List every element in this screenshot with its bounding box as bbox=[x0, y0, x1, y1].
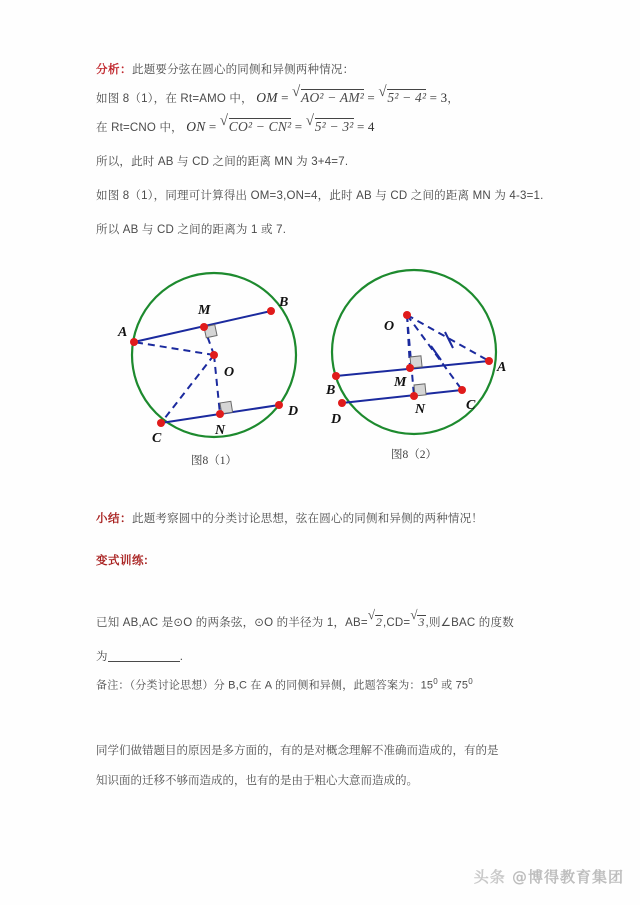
figures-row bbox=[96, 258, 552, 473]
formula-om-prefix: 如图 8（1），在 Rt=AMO 中， bbox=[96, 93, 253, 105]
exercise-radical-2 bbox=[410, 608, 425, 636]
radical-sign-icon: √ bbox=[305, 113, 315, 129]
radius-oa bbox=[134, 342, 214, 355]
analysis-text: 此题要分弦在圆心的同侧和异侧两种情况： bbox=[132, 64, 355, 76]
exercise-text-part1: 已知 AB,AC 是⊙O 的两条弦，⊙O 的半径为 1，AB= bbox=[96, 617, 368, 629]
point-c bbox=[458, 386, 466, 394]
figure-8-2-label-m: M bbox=[394, 375, 407, 390]
formula-on-radicand-2: 5² − 3² bbox=[314, 119, 354, 134]
exercise-line-2 bbox=[96, 643, 556, 671]
formula-om-lhs: OM bbox=[256, 90, 278, 105]
exercise-radical-1 bbox=[368, 608, 383, 636]
formula-on-radicand-1: CO² − CN² bbox=[228, 119, 292, 134]
article-body bbox=[96, 56, 552, 244]
radical-sign-icon: √ bbox=[410, 607, 418, 622]
note-block bbox=[96, 668, 556, 700]
exercise-text-part3: ,则∠BAC 的度数 bbox=[425, 617, 514, 629]
formula-line-om bbox=[96, 84, 552, 113]
formula-on-lhs: ON bbox=[186, 119, 206, 134]
point-d bbox=[275, 401, 283, 409]
watermark bbox=[474, 866, 624, 887]
formula-on-radical-2 bbox=[306, 113, 354, 141]
summary-line bbox=[96, 505, 552, 533]
summary-label: 小结： bbox=[96, 513, 132, 525]
figure-8-1 bbox=[116, 258, 336, 467]
formula-on-prefix: 在 Rt=CNO 中， bbox=[96, 122, 183, 134]
point-a bbox=[130, 338, 138, 346]
radical-sign-icon: √ bbox=[378, 84, 387, 100]
point-o bbox=[210, 351, 218, 359]
formula-om-result: = 3 bbox=[429, 90, 448, 105]
figure-8-1-label-m: M bbox=[198, 303, 211, 318]
figure-8-1-label-a: A bbox=[118, 325, 128, 340]
watermark-source: 头条 bbox=[473, 868, 506, 886]
analysis-line bbox=[96, 56, 552, 84]
note-degree-1: 0 bbox=[433, 677, 438, 686]
analysis-label: 分析： bbox=[96, 64, 132, 76]
closing-paragraph bbox=[96, 736, 556, 796]
closing-line-1: 同学们做错题目的原因是多方面的，有的是对概念理解不准确而造成的，有的是 bbox=[96, 745, 499, 757]
point-a bbox=[485, 357, 493, 365]
figure-8-2-caption: 图8（2） bbox=[391, 449, 437, 461]
point-c bbox=[157, 419, 165, 427]
note-text-mid: 或 75 bbox=[437, 679, 469, 692]
exercise-line-1 bbox=[96, 608, 556, 637]
note-degree-2: 0 bbox=[468, 677, 473, 686]
perpendicular-on bbox=[407, 315, 414, 396]
closing-line-2: 知识面的迁移不够而造成的，也有的是由于粗心大意而造成的。 bbox=[96, 775, 418, 787]
note-line bbox=[96, 668, 556, 700]
note-text: 备注：（分类讨论思想）分 B,C 在 A 的同侧和异侧，此题答案为：15 bbox=[96, 679, 434, 692]
figure-8-1-svg bbox=[116, 258, 336, 458]
tick-mark-oc bbox=[431, 346, 441, 360]
exercise-answer-suffix: . bbox=[179, 651, 184, 663]
radical-sign-icon: √ bbox=[219, 113, 229, 129]
point-m bbox=[200, 323, 208, 331]
conclusion-line-3: 所以 AB 与 CD 之间的距离为 1 或 7. bbox=[96, 224, 287, 236]
point-b bbox=[332, 372, 340, 380]
figure-8-2 bbox=[314, 258, 534, 463]
exercise-answer-prefix: 为 bbox=[96, 651, 108, 663]
formula-on-result: = 4 bbox=[356, 119, 375, 134]
figure-8-1-label-d: D bbox=[288, 404, 299, 419]
conclusion-line-1: 所以，此时 AB 与 CD 之间的距离 MN 为 3+4=7. bbox=[96, 156, 349, 168]
chord-dc bbox=[342, 390, 462, 403]
practice-block bbox=[96, 547, 552, 575]
point-n bbox=[410, 392, 418, 400]
watermark-handle: @博得教育集团 bbox=[511, 868, 624, 886]
figure-8-2-label-n: N bbox=[415, 402, 426, 417]
summary-text: 此题考察圆中的分类讨论思想，弦在圆心的同侧和异侧的两种情况！ bbox=[132, 513, 483, 525]
point-m bbox=[406, 364, 414, 372]
formula-om-radical-1 bbox=[292, 84, 364, 112]
point-b bbox=[267, 307, 275, 315]
formula-on-eq2: = bbox=[294, 119, 303, 134]
figure-8-1-label-b: B bbox=[279, 295, 289, 310]
exercise-radicand-2: 3 bbox=[418, 615, 425, 629]
formula-om-eq1: = bbox=[281, 90, 289, 105]
figure-8-2-label-d: D bbox=[331, 412, 342, 427]
formula-on-radical-1 bbox=[220, 113, 292, 141]
radical-sign-icon: √ bbox=[367, 607, 376, 622]
formula-om-eq2: = bbox=[367, 90, 375, 105]
figure-8-1-caption: 图8（1） bbox=[191, 455, 237, 467]
figure-8-1-label-c: C bbox=[152, 431, 162, 446]
figure-8-1-label-o: O bbox=[224, 365, 235, 380]
figure-8-2-label-a: A bbox=[497, 360, 507, 375]
formula-line-on bbox=[96, 113, 552, 142]
radius-oc bbox=[161, 355, 214, 423]
formula-om-radical-2 bbox=[378, 84, 426, 112]
exercise-text-part2: ,CD= bbox=[383, 617, 411, 629]
figure-8-2-label-o: O bbox=[384, 319, 395, 334]
answer-blank-field[interactable] bbox=[108, 649, 180, 662]
practice-label: 变式训练: bbox=[96, 555, 149, 567]
formula-om-trailer: ， bbox=[447, 93, 460, 105]
formula-om-radicand-2: 5² − 4² bbox=[387, 90, 427, 105]
exercise-block bbox=[96, 608, 556, 671]
exercise-radicand-1: 2 bbox=[375, 615, 383, 629]
conclusion-line-2: 如图 8（1），同理可计算得出 OM=3,ON=4，此时 AB 与 CD 之间的距离 MN 为 4-3=1. bbox=[96, 190, 544, 202]
radical-sign-icon: √ bbox=[292, 84, 301, 100]
point-d bbox=[338, 399, 346, 407]
point-n bbox=[216, 410, 224, 418]
summary-block bbox=[96, 505, 552, 533]
figure-8-2-label-c: C bbox=[466, 398, 476, 413]
figure-8-2-svg bbox=[314, 258, 534, 458]
formula-on-eq1: = bbox=[208, 119, 217, 134]
figure-8-2-label-b: B bbox=[326, 383, 336, 398]
point-o bbox=[403, 311, 411, 319]
formula-om-radicand-1: AO² − AM² bbox=[301, 90, 365, 105]
perpendicular-on bbox=[214, 355, 220, 414]
figure-8-1-label-n: N bbox=[215, 423, 226, 438]
